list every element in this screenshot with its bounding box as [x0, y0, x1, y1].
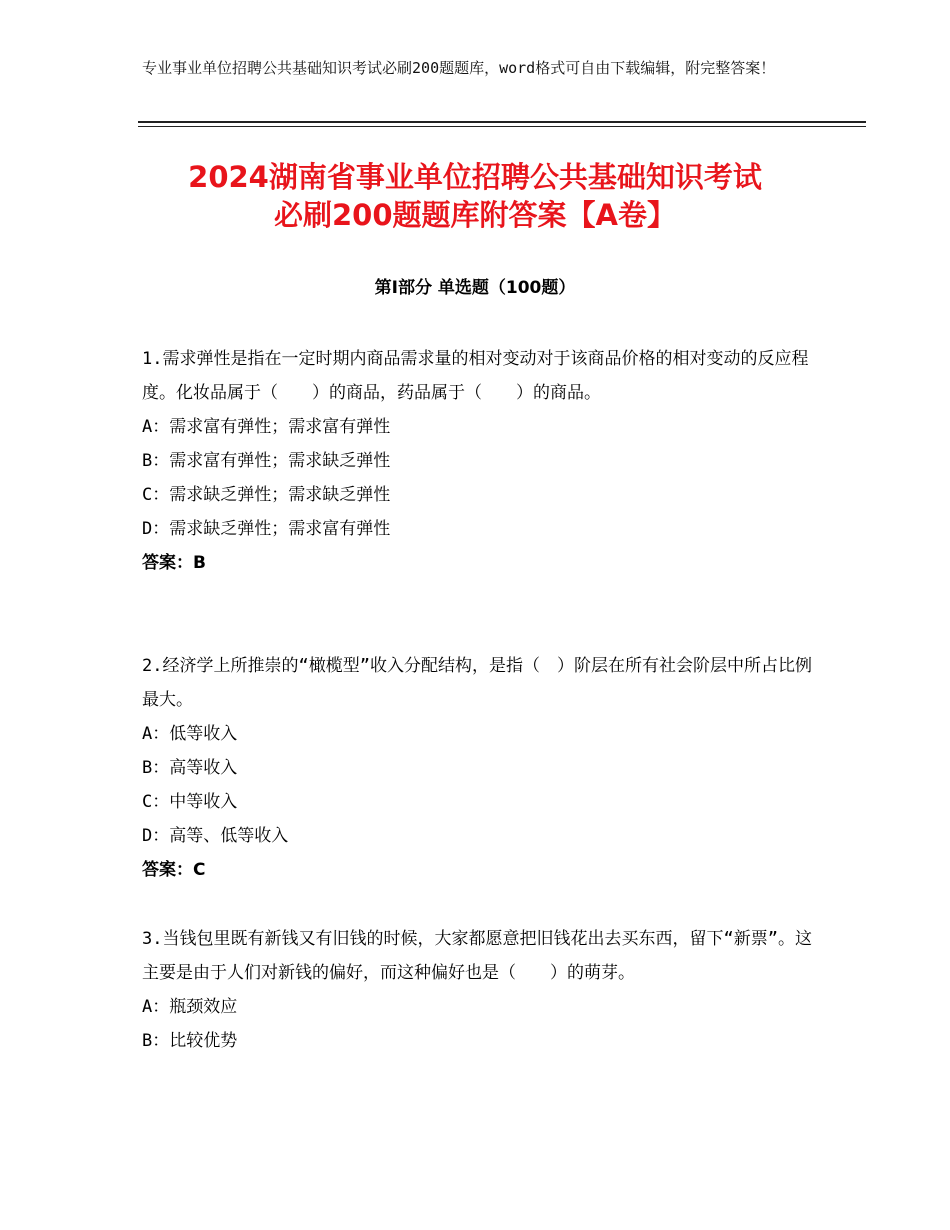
answer: 答案：C [142, 860, 206, 880]
question-stem: 3.当钱包里既有新钱又有旧钱的时候，大家都愿意把旧钱花出去买东西，留下“新票”。这主要是由于人们对新钱的偏好，而这种偏好也是（ ）的萌芽。 [142, 929, 812, 983]
option-a: A：低等收入 [142, 724, 238, 744]
header-note: 专业事业单位招聘公共基础知识考试必刷200题题库，word格式可自由下载编辑，附完整答案！ [142, 59, 776, 77]
option-b: B：需求富有弹性；需求缺乏弹性 [142, 451, 391, 471]
document-title [100, 158, 850, 234]
option-a: A：瓶颈效应 [142, 997, 238, 1017]
title-line-1: 2024湖南省事业单位招聘公共基础知识考试 [188, 160, 762, 194]
option-d: D：高等、低等收入 [142, 826, 289, 846]
question-stem: 2.经济学上所推崇的“橄榄型”收入分配结构，是指（ ）阶层在所有社会阶层中所占比例最大。 [142, 656, 812, 710]
header-divider-thin [138, 126, 866, 127]
option-a: A：需求富有弹性；需求富有弹性 [142, 417, 391, 437]
section-title: 第Ⅰ部分 单选题（100题） [374, 278, 576, 298]
title-line-2: 必刷200题题库附答案【A卷】 [274, 198, 676, 232]
option-c: C：中等收入 [142, 792, 238, 812]
option-c: C：需求缺乏弹性；需求缺乏弹性 [142, 485, 391, 505]
option-d: D：需求缺乏弹性；需求富有弹性 [142, 519, 391, 539]
question-2 [142, 649, 822, 887]
question-3 [142, 922, 822, 1058]
question-1 [142, 342, 822, 580]
question-stem: 1.需求弹性是指在一定时期内商品需求量的相对变动对于该商品价格的相对变动的反应程度。化妆品属于（ ）的商品，药品属于（ ）的商品。 [142, 349, 809, 403]
header-divider-thick [138, 121, 866, 123]
answer: 答案：B [142, 553, 206, 573]
option-b: B：高等收入 [142, 758, 238, 778]
option-b: B：比较优势 [142, 1031, 238, 1051]
